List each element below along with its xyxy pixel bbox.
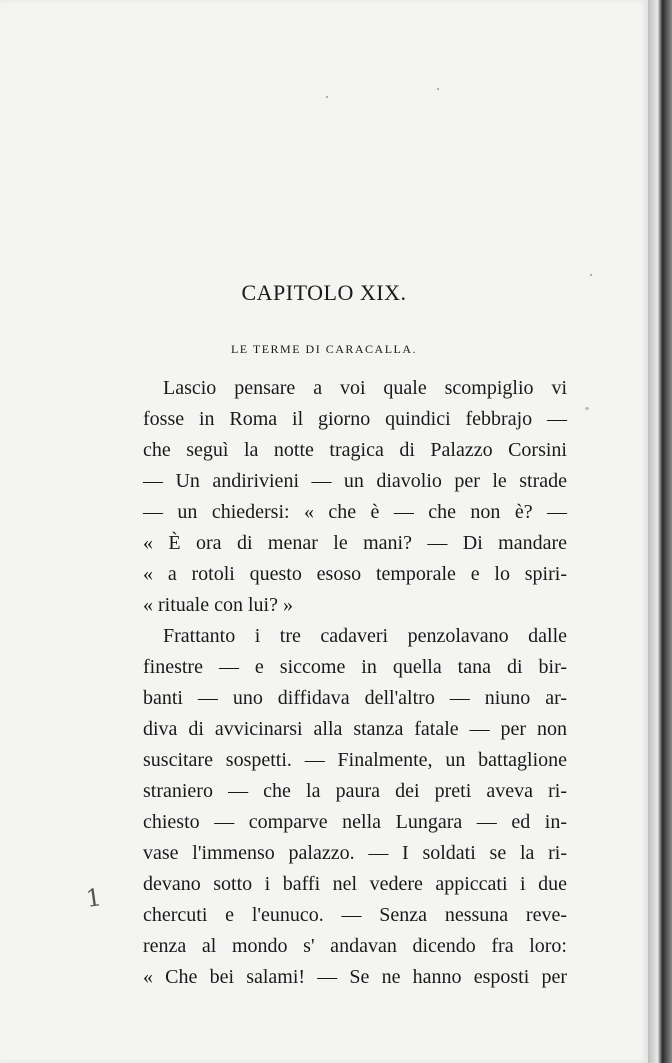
paragraph-2 xyxy=(143,621,567,993)
text-line: « Che bei salami! — Se ne hanno esposti per xyxy=(143,966,567,988)
text-line: banti — uno diffidava dell'altro — niuno ar- xyxy=(143,687,567,709)
body-text xyxy=(143,373,567,993)
text-line: renza al mondo s' andavan dicendo fra loro: xyxy=(143,935,567,957)
text-line: straniero — che la paura dei preti aveva ri- xyxy=(143,780,567,802)
chapter-subtitle: LE TERME DI CARACALLA. xyxy=(230,342,418,356)
text-line: suscitare sospetti. — Finalmente, un battaglione xyxy=(143,749,567,771)
paper-speck xyxy=(590,274,592,276)
paper-speck xyxy=(437,88,439,90)
handwritten-margin-mark: 1 xyxy=(84,883,104,913)
book-spine-edge xyxy=(648,0,672,1063)
text-line: chercuti e l'eunuco. — Senza nessuna reve- xyxy=(143,904,567,926)
text-line: — un chiedersi: « che è — che non è? — xyxy=(143,501,567,523)
text-line: devano sotto i baffi nel vedere appiccati i due xyxy=(143,873,567,895)
text-line: « rituale con lui? » xyxy=(143,594,293,616)
paper-speck xyxy=(585,407,589,410)
text-line: diva di avvicinarsi alla stanza fatale — per non xyxy=(143,718,567,740)
text-line: fosse in Roma il giorno quindici febbrajo — xyxy=(143,408,567,430)
text-line: vase l'immenso palazzo. — I soldati se la ri- xyxy=(143,842,567,864)
paper-speck xyxy=(326,96,328,98)
paragraph-1 xyxy=(143,373,567,621)
text-line: « a rotoli questo esoso temporale e lo spiri- xyxy=(143,563,567,585)
text-line: finestre — e siccome in quella tana di bir- xyxy=(143,656,567,678)
text-line: Frattanto i tre cadaveri penzolavano dalle xyxy=(163,625,567,647)
text-line: chiesto — comparve nella Lungara — ed in- xyxy=(143,811,567,833)
chapter-title: CAPITOLO XIX. xyxy=(241,280,407,305)
text-line: che seguì la notte tragica di Palazzo Corsini xyxy=(143,439,567,461)
text-line: — Un andirivieni — un diavolio per le strade xyxy=(143,470,567,492)
text-line: Lascio pensare a voi quale scompiglio vi xyxy=(163,377,567,399)
text-line: « È ora di menar le mani? — Di mandare xyxy=(143,532,567,554)
